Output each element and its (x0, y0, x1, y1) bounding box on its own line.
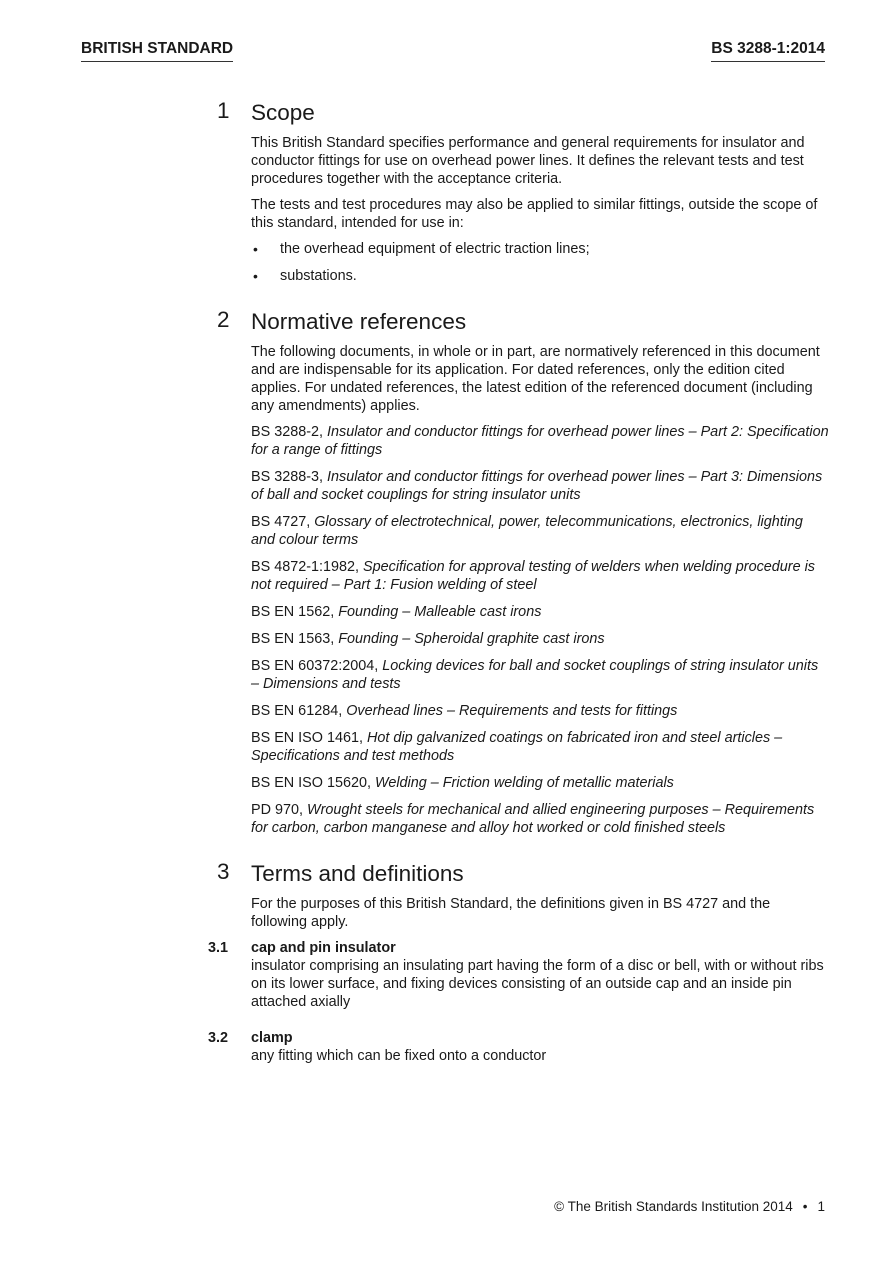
list-item: • substations. (251, 267, 830, 285)
reference-code: BS 4727, (251, 514, 311, 530)
reference-title: Hot dip galvanized coatings on fabricated iron and steel articles – Specifications and test methods (251, 730, 783, 764)
definition-number: 3.1 (208, 940, 229, 956)
definition-term: clamp (251, 1030, 293, 1046)
section-heading (200, 859, 830, 889)
reference-item (251, 630, 830, 648)
section-scope (200, 98, 830, 285)
reference-item (251, 702, 830, 720)
section-number: 1 (217, 98, 230, 123)
reference-code: BS 3288-3, (251, 469, 324, 485)
reference-title: Locking devices for ball and socket couplings of string insulator units – Dimensions and tests (251, 658, 819, 692)
reference-title: Founding – Spheroidal graphite cast irons (338, 631, 605, 647)
reference-code: BS EN 61284, (251, 703, 343, 719)
page-number: 1 (817, 1199, 825, 1214)
reference-code: PD 970, (251, 802, 303, 818)
list-item: • the overhead equipment of electric traction lines; (251, 240, 830, 258)
reference-title: Insulator and conductor fittings for overhead power lines – Part 2: Specification for a range of fittings (251, 424, 829, 458)
section-normative-references (200, 307, 830, 837)
reference-item (251, 657, 830, 693)
reference-title: Specification for approval testing of welders when welding procedure is not required – Part 1: Fusion welding of steel (251, 559, 815, 593)
reference-code: BS EN 60372:2004, (251, 658, 379, 674)
header-standard-label: BRITISH STANDARD (81, 40, 233, 62)
document-body (200, 98, 830, 1087)
section-title: Normative references (251, 309, 467, 334)
reference-item (251, 603, 830, 621)
definition-text: any fitting which can be fixed onto a conductor (251, 1048, 547, 1064)
reference-item (251, 513, 830, 549)
section-terms-and-definitions (200, 859, 830, 1065)
paragraph: The following documents, in whole or in part, are normatively referenced in this document and are indispensable for its application. For dated references, only the edition cited applies. For undated references, the latest edition of the referenced document (including any amendments) applies. (251, 344, 820, 414)
section-heading (200, 98, 830, 128)
definition-term: cap and pin insulator (251, 940, 396, 956)
paragraph: The tests and test procedures may also be applied to similar fittings, outside the scope of this standard, intended for use in: (251, 197, 818, 231)
reference-item (251, 729, 830, 765)
reference-item (251, 423, 830, 459)
reference-code: BS EN ISO 1461, (251, 730, 363, 746)
page-header (81, 40, 825, 66)
reference-code: BS 3288-2, (251, 424, 324, 440)
copyright-notice: © The British Standards Institution 2014 (554, 1199, 793, 1214)
reference-item (251, 801, 830, 837)
reference-item (251, 774, 830, 792)
reference-title: Welding – Friction welding of metallic materials (375, 775, 674, 791)
section-title: Terms and definitions (251, 861, 464, 886)
reference-item (251, 468, 830, 504)
reference-item (251, 558, 830, 594)
footer-separator: • (802, 1199, 808, 1214)
paragraph: This British Standard specifies performance and general requirements for insulator and conductor fittings for use on overhead power lines. It defines the relevant tests and test procedures together with the acceptance criteria. (251, 135, 805, 187)
definition-list (200, 939, 830, 1065)
reference-code: BS 4872-1:1982, (251, 559, 360, 575)
definition-item (200, 1029, 830, 1065)
section-heading (200, 307, 830, 337)
reference-code: BS EN ISO 15620, (251, 775, 371, 791)
section-number: 3 (217, 859, 230, 884)
bullet-list (251, 240, 830, 285)
reference-title: Founding – Malleable cast irons (338, 604, 542, 620)
reference-code: BS EN 1562, (251, 604, 335, 620)
reference-code: BS EN 1563, (251, 631, 335, 647)
reference-title: Insulator and conductor fittings for overhead power lines – Part 3: Dimensions of ball and socket couplings for string insulator units (251, 469, 823, 503)
definition-number: 3.2 (208, 1030, 229, 1046)
reference-title: Glossary of electrotechnical, power, telecommunications, electronics, lighting and colour terms (251, 514, 803, 548)
reference-title: Overhead lines – Requirements and tests for fittings (346, 703, 678, 719)
definition-text: insulator comprising an insulating part having the form of a disc or bell, with or without ribs on its lower surface, and fixing devices consisting of an outside cap and an inside pin attached axially (251, 958, 824, 1010)
section-title: Scope (251, 100, 315, 125)
definition-item (200, 939, 830, 1011)
page-footer (554, 1199, 825, 1214)
reference-title: Wrought steels for mechanical and allied engineering purposes – Requirements for carbon, carbon manganese and alloy hot worked or cold finished steels (251, 802, 815, 836)
header-standard-number: BS 3288-1:2014 (711, 40, 825, 62)
paragraph: For the purposes of this British Standard, the definitions given in BS 4727 and the following apply. (251, 896, 771, 930)
section-number: 2 (217, 307, 230, 332)
